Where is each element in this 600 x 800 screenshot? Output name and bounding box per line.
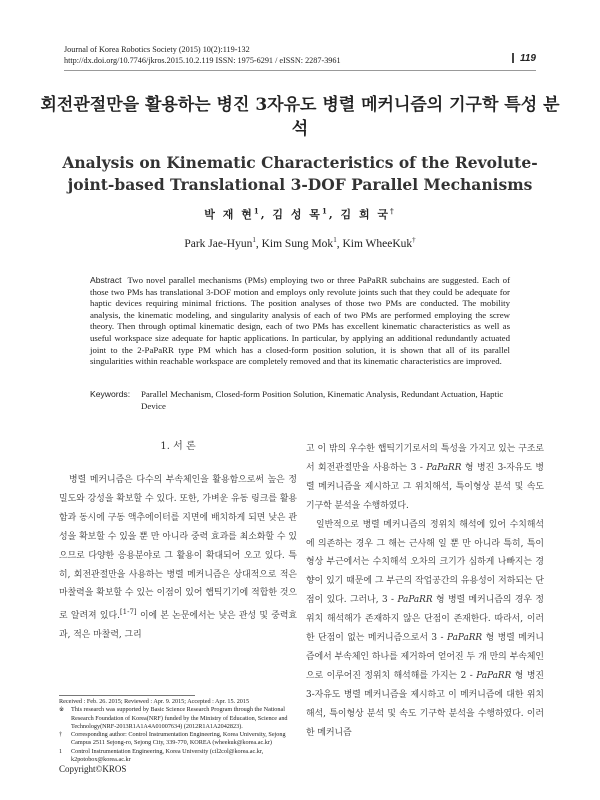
- english-title: [40, 152, 560, 196]
- author-en-3: Kim WheeKuk: [342, 237, 413, 250]
- right-p2-c: 형 병렬 메커니즘에서 부속체인 하나를 제거하여 얻어진 두 개 만의 부속체인으로 이루어진 정위치 해석해를 가지는 2 -: [306, 633, 545, 681]
- page-number-bar: [512, 53, 514, 63]
- footnote-rule: [59, 695, 195, 696]
- right-p1-a: 고 이 밖의 우수한 햅틱기기로서의 특성을 가지고 있는 구조로서 회전관절만을 사용하는 3 -: [306, 444, 544, 473]
- footnote-mark: ※: [59, 706, 65, 714]
- english-authors: Park Jae-Hyun$^1$, Kim Sung Mok$^1$, Kim WheeKuk†: [184, 236, 416, 250]
- chain-symbol: PaPaRR: [426, 462, 462, 473]
- copyright: Copyright©KROS: [59, 764, 127, 774]
- author-ko-2-mark: 1: [321, 206, 329, 216]
- body-right-column: [306, 440, 544, 743]
- section-heading-introduction: 1. 서 론: [160, 441, 196, 452]
- korean-title: 회전관절만을 활용하는 병진 3자유도 병렬 메커니즘의 기구학 특성 분석: [40, 95, 560, 139]
- journal-citation: Journal of Korea Robotics Society (2015) 10(2):119-132: [64, 45, 250, 54]
- right-p2-a: 일반적으로 병렬 메커니즘의 정위치 해석에 있어 수치해석에 의존하는 경우 그 해는 근사해 일 뿐 만 아니라 특히, 특이형상 부근에서는 수치해석 오차의 크기가 심하게 나빠지는 경향이 있기 때문에 그 부근의 작업공간의 유용성이 저하되는 단점이 있다. 그러나, 3 -: [306, 519, 544, 606]
- korean-authors: 박 재 현$^1$, 김 성 목$^1$, 김 희 국†: [204, 206, 396, 221]
- english-title-line2: joint-based Translational 3-DOF Parallel Mechanisms: [67, 175, 533, 194]
- author-en-2: Kim Sung Mok: [261, 237, 334, 250]
- right-p1-b: 형 병진 3-자유도 병렬 메커니즘을 제시하고 그 위치해석, 특이형상 분석 및 속도 기구학 분석을 수행하였다.: [306, 462, 544, 511]
- author-ko-2: 김 성 목: [272, 208, 322, 221]
- author-ko-1: 박 재 현: [204, 208, 254, 221]
- intro-paragraph-right-2: [306, 516, 544, 743]
- author-ko-1-mark: 1: [253, 206, 261, 216]
- chain-symbol: PaPaRR: [447, 633, 483, 644]
- chain-symbol: PaPaRR: [476, 670, 512, 681]
- footnote-text: Control Instrumentation Engineering, Korea University (cil2col@korea.ac.kr, k2potobox@korea.ac.kr: [71, 747, 264, 764]
- header-rule: [64, 70, 536, 71]
- chain-symbol: PaPaRR: [397, 595, 433, 606]
- right-p2-d: 형 병진 3-자유도 병렬 메커니즘을 제시하고 이 메커니즘에 대한 위치해석, 특이형상 분석 및 속도 기구학 분석을 수행하였다. 이러한 메커니즘: [306, 670, 544, 738]
- keywords: [90, 389, 510, 412]
- intro-paragraph-left: [59, 471, 297, 645]
- author-ko-3: 김 희 국: [340, 208, 391, 221]
- author-en-1: Park Jae-Hyun: [184, 237, 253, 250]
- footnote-corresponding-author: [59, 731, 299, 748]
- citation-ref: [1-7]: [119, 608, 137, 617]
- footnote-mark: †: [59, 731, 63, 739]
- abstract-text: Two novel parallel mechanisms (PMs) employing two or three PaPaRR subchains are suggested. Each of those two PMs has translational 3-DOF motion and employs only revolute joints such that they could be adequate for haptic devices requiring minimal frictions. The position analyses of those two PMs are conducted. The mobility analysis, the kinematic modeling, and singularity analysis of each of two PMs are performed employing the screw theory. Then through optimal kinematic design, each of two PMs has excellent kinematic characteristics as well as useful workspace size adequate for haptic applications. In particular, by applying an additional redundantly actuated joint to the 2-PaPaRR type PM which has a closed-form position solution, it is shown that all of its parallel singularities within reachable workspace are completely removed and that its kinematic characteristics are improved.: [90, 275, 510, 367]
- journal-info: [64, 44, 341, 66]
- right-p2-b: 형 병렬 메커니즘의 경우 정위치 해석해가 존재하지 않은 단점이 존재한다. 따라서, 이러한 단점이 없는 메커니즘으로서 3 -: [306, 595, 544, 644]
- author-en-1-mark: 1: [252, 236, 256, 244]
- author-en-2-mark: 1: [333, 236, 337, 244]
- abstract: [90, 275, 510, 368]
- footnote-funding: [59, 706, 299, 731]
- keywords-text: Parallel Mechanism, Closed-form Position Solution, Kinematic Analysis, Redundant Actuation, Haptic Device: [141, 389, 504, 411]
- footnotes: [59, 698, 299, 764]
- abstract-label: Abstract: [90, 275, 122, 285]
- intro-paragraph-end: 이에 본 논문에서는 낮은 관성 및 중력효과, 적은 마찰력, 그리: [59, 611, 297, 641]
- footnote-text: This research was supported by Basic Science Research Program through the National Research Foundation of Korea(NRF) funded by the Ministry of Education, Science and Technology(NRF-2013R1A1A4A01007634) (2012R1A1A2042823).: [71, 706, 288, 730]
- author-en-3-mark: †: [412, 236, 416, 244]
- footnote-text: Corresponding author: Control Instrumentation Engineering, Korea University, Sejong Campus 2511 Sejong-ro, Sejong City, 339-770, KOREA (wheekuk@korea.ac.kr): [71, 731, 286, 747]
- page-number: [512, 53, 536, 64]
- footnote-mark: 1: [59, 747, 63, 755]
- keywords-label: Keywords:: [90, 389, 131, 399]
- intro-paragraph-right-1: [306, 440, 544, 516]
- author-ko-3-mark: †: [390, 206, 396, 216]
- page-number-text: 119: [520, 53, 536, 64]
- intro-paragraph-text: 병렬 메커니즘은 다수의 부속체인을 활용함으로써 높은 정밀도와 강성을 확보할 수 있다. 또한, 가벼운 유동 링크를 활용함과 동시에 구동 액추에이터를 지면에 배치하게 되면 낮은 관성을 확보할 수 있을 뿐 만 아니라 중력 효과를 최소화할 수 있으므로 다양한 응용분야로 그 활용이 확대되어 오고 있다. 특히, 회전관절만을 사용하는 병렬 메커니즘은 상대적으로 적은 마찰력을 확보할 수 있는 이점이 있어 햅틱기기에 적합한 것으로 알려져 있다.: [59, 475, 297, 622]
- body-left-column: [59, 440, 297, 645]
- english-title-line1: Analysis on Kinematic Characteristics of the Revolute-: [62, 153, 538, 172]
- received-dates: Received : Feb. 26. 2015; Reviewed : Apr. 9. 2015; Accepted : Apr. 15. 2015: [59, 698, 250, 705]
- footnote-affiliation: [59, 748, 299, 765]
- doi-issn-line: http://dx.doi.org/10.7746/jkros.2015.10.2.119 ISSN: 1975-6291 / eISSN: 2287-3961: [64, 56, 341, 65]
